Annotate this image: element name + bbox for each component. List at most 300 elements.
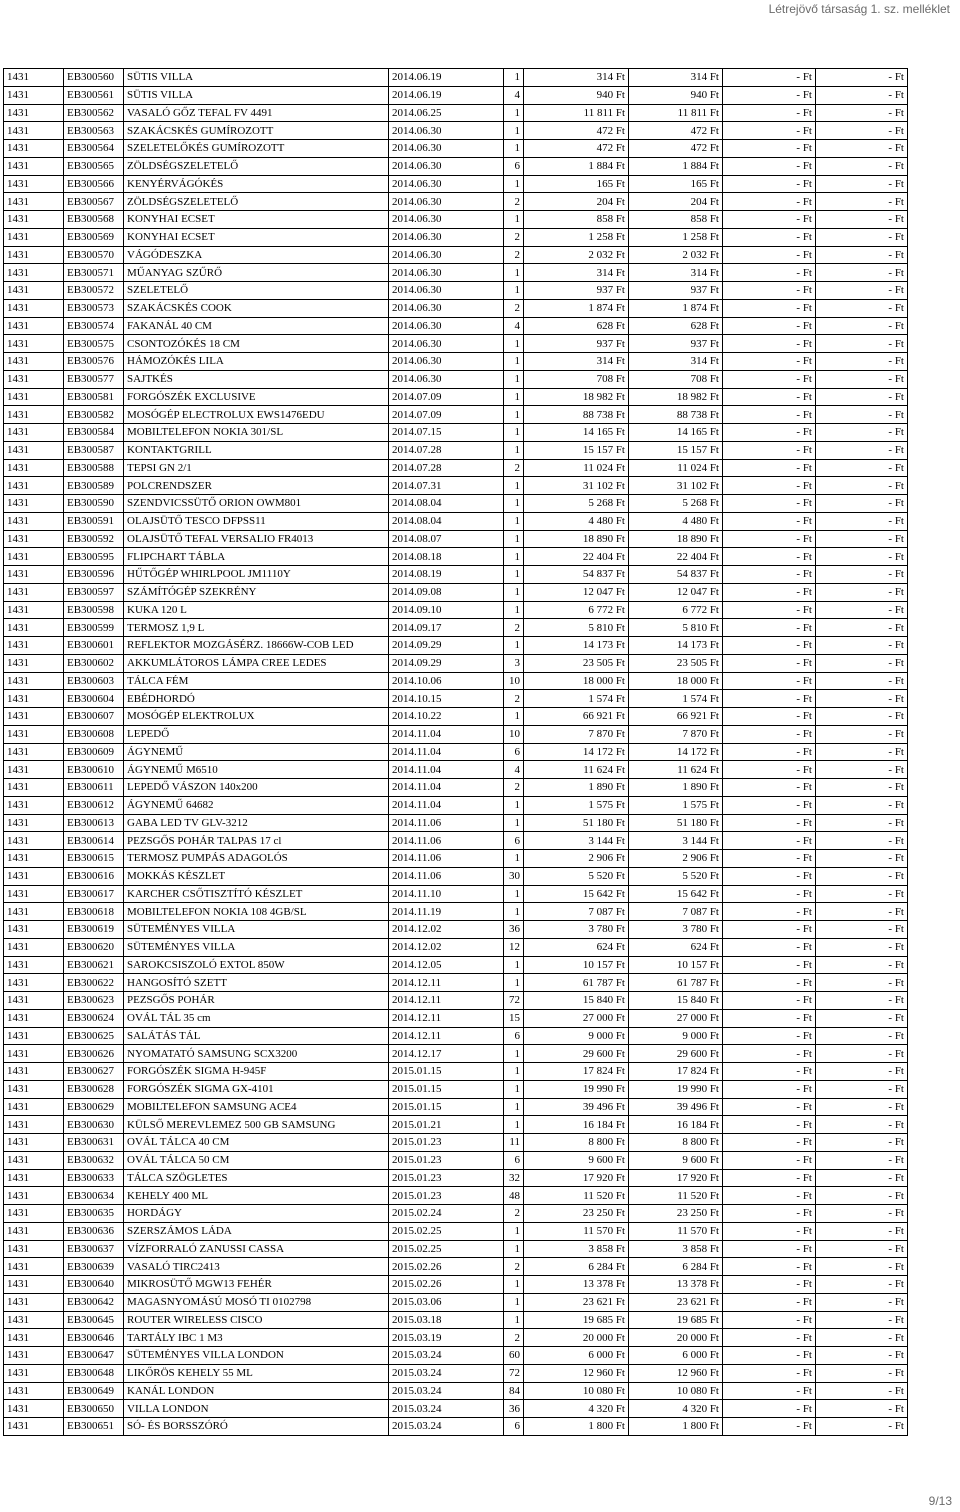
accumulated-depreciation-cell: 17 920 Ft <box>629 1169 723 1187</box>
account-code-cell: 1431 <box>4 1329 64 1347</box>
account-code-cell: 1431 <box>4 1222 64 1240</box>
asset-id-cell: EB300595 <box>64 548 124 566</box>
quantity-cell: 1 <box>504 885 524 903</box>
acquisition-date-cell: 2014.08.04 <box>389 512 504 530</box>
acquisition-date-cell: 2014.11.04 <box>389 779 504 797</box>
asset-name-cell: PEZSGŐS POHÁR TALPAS 17 cl <box>124 832 389 850</box>
accumulated-depreciation-cell: 628 Ft <box>629 317 723 335</box>
accumulated-depreciation-cell: 1 574 Ft <box>629 690 723 708</box>
gross-value-cell: 314 Ft <box>524 353 629 371</box>
asset-name-cell: SALÁTÁS TÁL <box>124 1027 389 1045</box>
gross-value-cell: 7 870 Ft <box>524 725 629 743</box>
table-row <box>4 1382 908 1400</box>
asset-id-cell: EB300635 <box>64 1205 124 1223</box>
net-value-cell: - Ft <box>723 104 816 122</box>
accumulated-depreciation-cell: 13 378 Ft <box>629 1276 723 1294</box>
account-code-cell: 1431 <box>4 1205 64 1223</box>
accumulated-depreciation-cell: 2 906 Ft <box>629 850 723 868</box>
account-code-cell: 1431 <box>4 104 64 122</box>
book-value-cell: - Ft <box>816 317 908 335</box>
book-value-cell: - Ft <box>816 832 908 850</box>
book-value-cell: - Ft <box>816 1205 908 1223</box>
quantity-cell: 6 <box>504 1418 524 1436</box>
asset-id-cell: EB300616 <box>64 867 124 885</box>
quantity-cell: 2 <box>504 1205 524 1223</box>
table-row <box>4 1116 908 1134</box>
asset-name-cell: SZELETELŐ <box>124 282 389 300</box>
acquisition-date-cell: 2014.11.06 <box>389 867 504 885</box>
accumulated-depreciation-cell: 204 Ft <box>629 193 723 211</box>
quantity-cell: 1 <box>504 69 524 87</box>
gross-value-cell: 12 047 Ft <box>524 583 629 601</box>
book-value-cell: - Ft <box>816 637 908 655</box>
net-value-cell: - Ft <box>723 228 816 246</box>
acquisition-date-cell: 2015.03.24 <box>389 1400 504 1418</box>
accumulated-depreciation-cell: 51 180 Ft <box>629 814 723 832</box>
table-row <box>4 246 908 264</box>
net-value-cell: - Ft <box>723 193 816 211</box>
gross-value-cell: 314 Ft <box>524 69 629 87</box>
acquisition-date-cell: 2015.01.23 <box>389 1169 504 1187</box>
asset-name-cell: GABA LED TV GLV-3212 <box>124 814 389 832</box>
quantity-cell: 1 <box>504 335 524 353</box>
asset-name-cell: LEPEDŐ <box>124 725 389 743</box>
account-code-cell: 1431 <box>4 140 64 158</box>
account-code-cell: 1431 <box>4 1311 64 1329</box>
table-row <box>4 814 908 832</box>
book-value-cell: - Ft <box>816 459 908 477</box>
acquisition-date-cell: 2014.06.30 <box>389 335 504 353</box>
quantity-cell: 1 <box>504 264 524 282</box>
gross-value-cell: 314 Ft <box>524 264 629 282</box>
net-value-cell: - Ft <box>723 317 816 335</box>
gross-value-cell: 66 921 Ft <box>524 708 629 726</box>
quantity-cell: 60 <box>504 1347 524 1365</box>
book-value-cell: - Ft <box>816 1009 908 1027</box>
quantity-cell: 1 <box>504 1080 524 1098</box>
quantity-cell: 1 <box>504 903 524 921</box>
acquisition-date-cell: 2014.06.30 <box>389 122 504 140</box>
acquisition-date-cell: 2015.02.26 <box>389 1258 504 1276</box>
acquisition-date-cell: 2014.06.30 <box>389 175 504 193</box>
account-code-cell: 1431 <box>4 477 64 495</box>
acquisition-date-cell: 2015.02.26 <box>389 1276 504 1294</box>
quantity-cell: 1 <box>504 1098 524 1116</box>
acquisition-date-cell: 2015.03.19 <box>389 1329 504 1347</box>
accumulated-depreciation-cell: 19 685 Ft <box>629 1311 723 1329</box>
asset-id-cell: EB300577 <box>64 370 124 388</box>
asset-name-cell: TÁLCA SZÖGLETES <box>124 1169 389 1187</box>
net-value-cell: - Ft <box>723 566 816 584</box>
accumulated-depreciation-cell: 39 496 Ft <box>629 1098 723 1116</box>
book-value-cell: - Ft <box>816 867 908 885</box>
asset-id-cell: EB300608 <box>64 725 124 743</box>
quantity-cell: 4 <box>504 761 524 779</box>
quantity-cell: 1 <box>504 796 524 814</box>
table-row <box>4 566 908 584</box>
net-value-cell: - Ft <box>723 1400 816 1418</box>
asset-name-cell: ZÖLDSÉGSZELETELŐ <box>124 193 389 211</box>
gross-value-cell: 4 480 Ft <box>524 512 629 530</box>
account-code-cell: 1431 <box>4 725 64 743</box>
asset-name-cell: SZERSZÁMOS LÁDA <box>124 1222 389 1240</box>
net-value-cell: - Ft <box>723 1258 816 1276</box>
acquisition-date-cell: 2015.02.25 <box>389 1240 504 1258</box>
table-row <box>4 1400 908 1418</box>
gross-value-cell: 15 157 Ft <box>524 441 629 459</box>
asset-name-cell: FORGÓSZÉK SIGMA GX-4101 <box>124 1080 389 1098</box>
table-row <box>4 370 908 388</box>
gross-value-cell: 1 874 Ft <box>524 299 629 317</box>
asset-id-cell: EB300629 <box>64 1098 124 1116</box>
asset-id-cell: EB300609 <box>64 743 124 761</box>
quantity-cell: 1 <box>504 956 524 974</box>
quantity-cell: 1 <box>504 601 524 619</box>
net-value-cell: - Ft <box>723 211 816 229</box>
account-code-cell: 1431 <box>4 1045 64 1063</box>
account-code-cell: 1431 <box>4 938 64 956</box>
gross-value-cell: 11 520 Ft <box>524 1187 629 1205</box>
asset-id-cell: EB300602 <box>64 654 124 672</box>
gross-value-cell: 15 840 Ft <box>524 992 629 1010</box>
asset-name-cell: EBÉDHORDÓ <box>124 690 389 708</box>
quantity-cell: 1 <box>504 406 524 424</box>
acquisition-date-cell: 2014.08.18 <box>389 548 504 566</box>
asset-name-cell: VASALÓ GŐZ TEFAL FV 4491 <box>124 104 389 122</box>
asset-name-cell: OVÁL TÁLCA 50 CM <box>124 1151 389 1169</box>
account-code-cell: 1431 <box>4 1240 64 1258</box>
asset-name-cell: OVÁL TÁL 35 cm <box>124 1009 389 1027</box>
account-code-cell: 1431 <box>4 264 64 282</box>
net-value-cell: - Ft <box>723 388 816 406</box>
account-code-cell: 1431 <box>4 601 64 619</box>
book-value-cell: - Ft <box>816 228 908 246</box>
asset-id-cell: EB300651 <box>64 1418 124 1436</box>
quantity-cell: 1 <box>504 1222 524 1240</box>
gross-value-cell: 628 Ft <box>524 317 629 335</box>
account-code-cell: 1431 <box>4 903 64 921</box>
gross-value-cell: 1 890 Ft <box>524 779 629 797</box>
acquisition-date-cell: 2014.12.11 <box>389 974 504 992</box>
gross-value-cell: 88 738 Ft <box>524 406 629 424</box>
quantity-cell: 2 <box>504 459 524 477</box>
accumulated-depreciation-cell: 20 000 Ft <box>629 1329 723 1347</box>
gross-value-cell: 708 Ft <box>524 370 629 388</box>
asset-id-cell: EB300631 <box>64 1134 124 1152</box>
quantity-cell: 4 <box>504 86 524 104</box>
acquisition-date-cell: 2014.11.06 <box>389 814 504 832</box>
net-value-cell: - Ft <box>723 1116 816 1134</box>
gross-value-cell: 11 024 Ft <box>524 459 629 477</box>
net-value-cell: - Ft <box>723 814 816 832</box>
net-value-cell: - Ft <box>723 353 816 371</box>
asset-id-cell: EB300612 <box>64 796 124 814</box>
book-value-cell: - Ft <box>816 1382 908 1400</box>
net-value-cell: - Ft <box>723 796 816 814</box>
accumulated-depreciation-cell: 23 621 Ft <box>629 1293 723 1311</box>
acquisition-date-cell: 2014.06.19 <box>389 69 504 87</box>
book-value-cell: - Ft <box>816 761 908 779</box>
account-code-cell: 1431 <box>4 619 64 637</box>
table-row <box>4 1364 908 1382</box>
net-value-cell: - Ft <box>723 157 816 175</box>
account-code-cell: 1431 <box>4 282 64 300</box>
acquisition-date-cell: 2014.07.15 <box>389 424 504 442</box>
gross-value-cell: 6 000 Ft <box>524 1347 629 1365</box>
gross-value-cell: 9 600 Ft <box>524 1151 629 1169</box>
quantity-cell: 1 <box>504 441 524 459</box>
accumulated-depreciation-cell: 18 890 Ft <box>629 530 723 548</box>
gross-value-cell: 61 787 Ft <box>524 974 629 992</box>
asset-name-cell: KONYHAI ECSET <box>124 228 389 246</box>
asset-id-cell: EB300563 <box>64 122 124 140</box>
asset-id-cell: EB300566 <box>64 175 124 193</box>
asset-id-cell: EB300581 <box>64 388 124 406</box>
book-value-cell: - Ft <box>816 1258 908 1276</box>
table-row <box>4 1293 908 1311</box>
gross-value-cell: 22 404 Ft <box>524 548 629 566</box>
asset-name-cell: SÓ- ÉS BORSSZÓRÓ <box>124 1418 389 1436</box>
net-value-cell: - Ft <box>723 1045 816 1063</box>
asset-name-cell: FORGÓSZÉK SIGMA H-945F <box>124 1063 389 1081</box>
book-value-cell: - Ft <box>816 1169 908 1187</box>
page-number: 9/13 <box>928 1494 952 1508</box>
accumulated-depreciation-cell: 15 840 Ft <box>629 992 723 1010</box>
quantity-cell: 10 <box>504 725 524 743</box>
account-code-cell: 1431 <box>4 406 64 424</box>
asset-name-cell: HÁMOZÓKÉS LILA <box>124 353 389 371</box>
accumulated-depreciation-cell: 1 874 Ft <box>629 299 723 317</box>
net-value-cell: - Ft <box>723 956 816 974</box>
net-value-cell: - Ft <box>723 974 816 992</box>
book-value-cell: - Ft <box>816 903 908 921</box>
gross-value-cell: 472 Ft <box>524 122 629 140</box>
net-value-cell: - Ft <box>723 406 816 424</box>
asset-id-cell: EB300618 <box>64 903 124 921</box>
account-code-cell: 1431 <box>4 637 64 655</box>
asset-id-cell: EB300648 <box>64 1364 124 1382</box>
net-value-cell: - Ft <box>723 637 816 655</box>
quantity-cell: 2 <box>504 690 524 708</box>
asset-name-cell: LIKŐRÖS KEHELY 55 ML <box>124 1364 389 1382</box>
asset-name-cell: REFLEKTOR MOZGÁSÉRZ. 18666W-COB LED <box>124 637 389 655</box>
accumulated-depreciation-cell: 6 284 Ft <box>629 1258 723 1276</box>
book-value-cell: - Ft <box>816 495 908 513</box>
asset-id-cell: EB300617 <box>64 885 124 903</box>
asset-id-cell: EB300637 <box>64 1240 124 1258</box>
account-code-cell: 1431 <box>4 353 64 371</box>
accumulated-depreciation-cell: 10 157 Ft <box>629 956 723 974</box>
book-value-cell: - Ft <box>816 885 908 903</box>
accumulated-depreciation-cell: 31 102 Ft <box>629 477 723 495</box>
asset-name-cell: KANÁL LONDON <box>124 1382 389 1400</box>
book-value-cell: - Ft <box>816 1276 908 1294</box>
table-row <box>4 654 908 672</box>
asset-id-cell: EB300650 <box>64 1400 124 1418</box>
table-row <box>4 1009 908 1027</box>
net-value-cell: - Ft <box>723 1240 816 1258</box>
account-code-cell: 1431 <box>4 69 64 87</box>
account-code-cell: 1431 <box>4 743 64 761</box>
asset-id-cell: EB300589 <box>64 477 124 495</box>
acquisition-date-cell: 2014.09.29 <box>389 637 504 655</box>
net-value-cell: - Ft <box>723 122 816 140</box>
accumulated-depreciation-cell: 15 157 Ft <box>629 441 723 459</box>
accumulated-depreciation-cell: 19 990 Ft <box>629 1080 723 1098</box>
account-code-cell: 1431 <box>4 1169 64 1187</box>
table-row <box>4 424 908 442</box>
book-value-cell: - Ft <box>816 193 908 211</box>
accumulated-depreciation-cell: 9 000 Ft <box>629 1027 723 1045</box>
table-row <box>4 921 908 939</box>
quantity-cell: 84 <box>504 1382 524 1400</box>
asset-name-cell: SÜTIS VILLA <box>124 86 389 104</box>
asset-name-cell: VILLA LONDON <box>124 1400 389 1418</box>
asset-name-cell: AKKUMLÁTOROS LÁMPA CREE LEDES <box>124 654 389 672</box>
quantity-cell: 2 <box>504 193 524 211</box>
net-value-cell: - Ft <box>723 1134 816 1152</box>
table-row <box>4 1418 908 1436</box>
table-row <box>4 495 908 513</box>
accumulated-depreciation-cell: 61 787 Ft <box>629 974 723 992</box>
asset-name-cell: FAKANÁL 40 CM <box>124 317 389 335</box>
table-row <box>4 69 908 87</box>
gross-value-cell: 18 982 Ft <box>524 388 629 406</box>
net-value-cell: - Ft <box>723 1382 816 1400</box>
account-code-cell: 1431 <box>4 654 64 672</box>
account-code-cell: 1431 <box>4 1364 64 1382</box>
acquisition-date-cell: 2014.12.02 <box>389 938 504 956</box>
account-code-cell: 1431 <box>4 424 64 442</box>
book-value-cell: - Ft <box>816 850 908 868</box>
net-value-cell: - Ft <box>723 512 816 530</box>
net-value-cell: - Ft <box>723 601 816 619</box>
table-row <box>4 175 908 193</box>
gross-value-cell: 20 000 Ft <box>524 1329 629 1347</box>
asset-name-cell: POLCRENDSZER <box>124 477 389 495</box>
net-value-cell: - Ft <box>723 885 816 903</box>
gross-value-cell: 11 811 Ft <box>524 104 629 122</box>
net-value-cell: - Ft <box>723 335 816 353</box>
asset-name-cell: OVÁL TÁLCA 40 CM <box>124 1134 389 1152</box>
quantity-cell: 6 <box>504 1027 524 1045</box>
book-value-cell: - Ft <box>816 1240 908 1258</box>
account-code-cell: 1431 <box>4 779 64 797</box>
asset-id-cell: EB300574 <box>64 317 124 335</box>
gross-value-cell: 16 184 Ft <box>524 1116 629 1134</box>
gross-value-cell: 8 800 Ft <box>524 1134 629 1152</box>
quantity-cell: 6 <box>504 157 524 175</box>
asset-name-cell: SZAKÁCSKÉS GUMÍROZOTT <box>124 122 389 140</box>
asset-id-cell: EB300576 <box>64 353 124 371</box>
gross-value-cell: 18 000 Ft <box>524 672 629 690</box>
quantity-cell: 1 <box>504 424 524 442</box>
gross-value-cell: 54 837 Ft <box>524 566 629 584</box>
gross-value-cell: 3 858 Ft <box>524 1240 629 1258</box>
net-value-cell: - Ft <box>723 654 816 672</box>
accumulated-depreciation-cell: 5 810 Ft <box>629 619 723 637</box>
quantity-cell: 1 <box>504 122 524 140</box>
acquisition-date-cell: 2015.01.23 <box>389 1151 504 1169</box>
gross-value-cell: 7 087 Ft <box>524 903 629 921</box>
quantity-cell: 3 <box>504 654 524 672</box>
quantity-cell: 10 <box>504 672 524 690</box>
acquisition-date-cell: 2014.11.04 <box>389 796 504 814</box>
acquisition-date-cell: 2015.01.21 <box>389 1116 504 1134</box>
accumulated-depreciation-cell: 165 Ft <box>629 175 723 193</box>
asset-id-cell: EB300607 <box>64 708 124 726</box>
quantity-cell: 1 <box>504 530 524 548</box>
account-code-cell: 1431 <box>4 157 64 175</box>
net-value-cell: - Ft <box>723 1364 816 1382</box>
table-row <box>4 1080 908 1098</box>
table-row <box>4 548 908 566</box>
table-row <box>4 1063 908 1081</box>
accumulated-depreciation-cell: 14 172 Ft <box>629 743 723 761</box>
asset-name-cell: VÍZFORRALÓ ZANUSSI CASSA <box>124 1240 389 1258</box>
book-value-cell: - Ft <box>816 282 908 300</box>
accumulated-depreciation-cell: 1 800 Ft <box>629 1418 723 1436</box>
acquisition-date-cell: 2014.06.30 <box>389 370 504 388</box>
account-code-cell: 1431 <box>4 1027 64 1045</box>
asset-id-cell: EB300604 <box>64 690 124 708</box>
account-code-cell: 1431 <box>4 1009 64 1027</box>
quantity-cell: 6 <box>504 832 524 850</box>
accumulated-depreciation-cell: 5 520 Ft <box>629 867 723 885</box>
asset-name-cell: ÁGYNEMŰ 64682 <box>124 796 389 814</box>
book-value-cell: - Ft <box>816 512 908 530</box>
accumulated-depreciation-cell: 11 811 Ft <box>629 104 723 122</box>
accumulated-depreciation-cell: 9 600 Ft <box>629 1151 723 1169</box>
acquisition-date-cell: 2014.12.11 <box>389 1027 504 1045</box>
net-value-cell: - Ft <box>723 708 816 726</box>
accumulated-depreciation-cell: 6 772 Ft <box>629 601 723 619</box>
account-code-cell: 1431 <box>4 530 64 548</box>
book-value-cell: - Ft <box>816 1418 908 1436</box>
book-value-cell: - Ft <box>816 477 908 495</box>
accumulated-depreciation-cell: 2 032 Ft <box>629 246 723 264</box>
asset-id-cell: EB300621 <box>64 956 124 974</box>
book-value-cell: - Ft <box>816 956 908 974</box>
asset-id-cell: EB300587 <box>64 441 124 459</box>
table-row <box>4 583 908 601</box>
acquisition-date-cell: 2015.02.25 <box>389 1222 504 1240</box>
accumulated-depreciation-cell: 27 000 Ft <box>629 1009 723 1027</box>
table-row <box>4 211 908 229</box>
net-value-cell: - Ft <box>723 1205 816 1223</box>
book-value-cell: - Ft <box>816 566 908 584</box>
asset-name-cell: OLAJSÜTŐ TEFAL VERSALIO FR4013 <box>124 530 389 548</box>
table-row <box>4 1134 908 1152</box>
net-value-cell: - Ft <box>723 282 816 300</box>
acquisition-date-cell: 2014.11.04 <box>389 761 504 779</box>
table-row <box>4 1240 908 1258</box>
acquisition-date-cell: 2015.02.24 <box>389 1205 504 1223</box>
asset-name-cell: HANGOSÍTÓ SZETT <box>124 974 389 992</box>
net-value-cell: - Ft <box>723 867 816 885</box>
gross-value-cell: 940 Ft <box>524 86 629 104</box>
asset-name-cell: ÁGYNEMŰ <box>124 743 389 761</box>
quantity-cell: 1 <box>504 104 524 122</box>
acquisition-date-cell: 2015.03.06 <box>389 1293 504 1311</box>
table-row <box>4 885 908 903</box>
asset-id-cell: EB300603 <box>64 672 124 690</box>
acquisition-date-cell: 2015.01.15 <box>389 1098 504 1116</box>
quantity-cell: 1 <box>504 388 524 406</box>
net-value-cell: - Ft <box>723 832 816 850</box>
asset-id-cell: EB300626 <box>64 1045 124 1063</box>
gross-value-cell: 5 520 Ft <box>524 867 629 885</box>
